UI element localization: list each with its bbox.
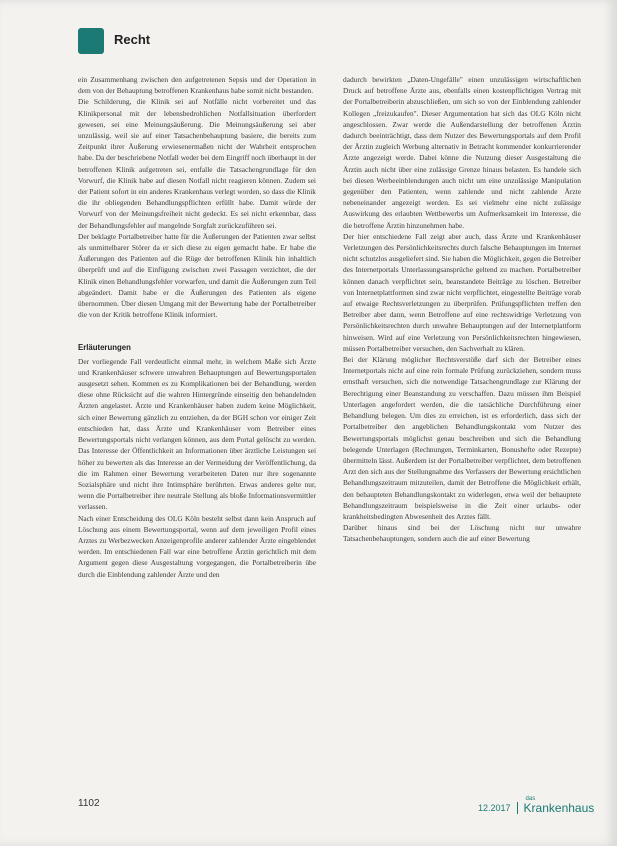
logo-text: Krankenhaus [523, 801, 595, 815]
magazine-logo [523, 796, 595, 815]
section-heading: Erläuterungen [78, 343, 131, 353]
footer-divider [517, 802, 518, 814]
left-text-column [78, 74, 316, 580]
section-color-marker [78, 28, 104, 54]
issue-label: 12.2017 [478, 803, 511, 813]
footer-branding [478, 792, 594, 814]
paragraph: Der hier entschiedene Fall zeigt aber auch, dass Ärzte und Krankenhäuser Verletzungen des Persönlichkeitsrechts durch falsche Behauptungen im Internet nicht schutzlos ausgeliefert sind. Sie haben die Möglichkeit, gegen die Betreiber des Internetportals Unterlassungsansprüche geltend zu machen. Portalbetreiber können danach verpflichtet sein, beanstandete Beiträge zu löschen. Betreiber von Internetplattformen sind zwar nicht verpflichtet, eingestellte Beiträge vorab auf etwaige Rechtsverletzungen zu überprüfen. Prüfungspflichten treffen den Betreiber aber dann, wenn Betroffene auf eine rechtswidrige Verletzung von Persönlichkeitsrechten durch unwahre Behauptungen auf der Internetplattform hinweisen. Wird auf eine Verletzung von Persönlichkeitsrechten hingewiesen, müssen Portalbetreiber versuchen, den Sachverhalt zu klären. [343, 231, 581, 353]
paragraph: Der vorliegende Fall verdeutlicht einmal mehr, in welchem Maße sich Ärzte und Krankenhäuser schwere unwahren Behauptungen auf Bewertungsportalen ausgesetzt sehen. Kommen es zu Komplikationen bei der Behandlung, werden diese ohne Rücksicht auf die wahren Hintergründe einseitig den behandelnden Ärzten angelastet. Ärzte und Krankenhäuser haben zudem keine Möglichkeit, sich einer Bewertung gänzlich zu entziehen, da der BGH schon vor einiger Zeit entschieden hat, dass Ärzte und Krankenhäuser vom Betreiber eines Bewertungsportals nicht verlangen können, aus dem Portal gelöscht zu werden. Das Interesse der Öffentlichkeit an Informationen über ärztliche Leistungen sei höher zu bewerten als das Interesse an der Vermeidung der Veröffentlichung, da die im Rahmen einer Bewertung verarbeiteten Daten nur ihre sogenannte Sozialsphäre und nicht ihre Intimsphäre berührten. Etwas anderes gelte nur, wenn die Portalbetreiber ihre neutrale Stellung als bloße Informationsvermittler verlassen. [78, 356, 316, 512]
paragraph: Der beklagte Portalbetreiber hatte für die Äußerungen der Patienten zwar selbst als unmittelbarer Störer da er sich diese zu eigen gemacht habe. Er habe die Äußerungen des Patienten auf die Rüge der betroffenen Klinik hin inhaltlich überprüft und auf die Einfügung zwischen zwei Passagen verzichtet, die der Klinik einen Behandlungsfehler vorwarfen, und damit die Äußerungen zum Teil abgeändert. Damit habe er die Äußerungen des Patienten als eigene übernommen. Über diesen Umgang mit der Bewertung habe der Portalbetreiber die von der Kritik betroffene Klinik informiert. [78, 231, 316, 320]
page-number: 1102 [78, 798, 100, 809]
logo-superscript: das [525, 796, 536, 802]
paragraph: Bei der Klärung möglicher Rechtsverstöße darf sich der Betreiber eines Internetportals nicht auf eine rein formale Prüfung zurückziehen, sondern muss ernsthaft versuchen, sich die notwendige Tatsachengrundlage zur Klärung der Berechtigung einer Beanstandung zu verschaffen. Dazu müssen ihm Beispiel Unterlagen angefordert werden, die die tatsächliche Durchführung einer Behandlung belegen. Um dies zu erreichen, ist es erforderlich, dass sich der Portalbetreiber den angeblichen Behandlungskontakt vom Nutzer des Bewertungsportals möglichst genau beschreiben und sich die Behandlung belegende Unterlagen (Rechnungen, Terminkarten, Bonushefte oder Rezepte) übermitteln lässt. Außerdem ist der Portalbetreiber verpflichtet, dem betroffenen Arzt den sich aus der Stellungnahme des Verfassers der Bewertung ersichtlichen Behandlungszeitraum mitzuteilen, damit der Betroffene die Möglichkeit erhält, den behaupteten Behandlungskontakt zu widerlegen, etwa weil der behauptete Behandlungszeitraum beispielsweise in die Zeit einer urlaubs- oder krankheitsbedingten Abwesenheit des Arztes fällt. [343, 355, 581, 521]
section-title: Recht [114, 32, 151, 47]
paragraph: dadurch bewirkten „Daten-Ungefälle" einen unzulässigen wirtschaftlichen Druck auf betroffene Ärzte aus, ebenfalls einen kostenpflichtigen Vertrag mit der Portalbetreiberin abzuschließen, um sich so von der Einblendung zahlender Kollegen „freizukaufen". Dieser Argumentation hat sich das OLG Köln nicht angeschlossen. Zwar werde die Außendarstellung der betroffenen Ärztin dadurch beeinträchtigt, dass dem Nutzer des Bewertungsportals auf dem Profil der Ärztin zugleich Werbung alternativ in Betracht kommender konkurrierender Ärzte angezeigt werde. Dabei könne die Nutzung dieser Ausgestaltung die Ärztin auch nicht über eine zulässige Grenze hinaus belasten. Es handele sich bei diesen Werbeeinblendungen auch nicht um eine unzulässige Manipulation gegenüber den Patienten, wenn zahlende und nicht zahlende Ärzte nebeneinander angezeigt werden. Es sei vielmehr eine nicht zulässige Auswirkung des erlaubten Wettbewerbs um Aufmerksamkeit im Interesse, die die betroffene Ärztin hinzunehmen habe. [343, 75, 581, 230]
paragraph: ein Zusammenhang zwischen den aufgetretenen Sepsis und der Operation in dem von der Behauptung betroffenen Krankenhaus habe somit nicht bestanden. [78, 75, 316, 96]
paragraph: Darüber hinaus sind bei der Löschung nicht nur unwahre Tatsachenbehauptungen, sondern auch die auf einer Bewertung [343, 523, 581, 544]
paragraph: Die Schilderung, die Klinik sei auf Notfälle nicht vorbereitet und das Klinikpersonal mit der lebensbedrohlichen Notfallsituation überfordert gewesen, sei eine Meinungsäußerung. Die Meinungsäußerung sei aber unzulässig, weil sie auf einer Tatsachenbehauptung basiere, die bereits zum Zeitpunkt ihrer Äußerung erwiesenermaßen nicht der Wahrheit entsprochen habe. Da der beschriebene Notfall weder bei dem Eingriff noch überhaupt in der betroffenen Klinik aufgetreten sei, entfalle die Tatsachengrundlage für den Vorwurf, die Klinik habe auf diesen Notfall nicht reagieren können. Zudem sei der Patient sofort in ein anderes Krankenhaus verlegt worden, so dass die Klinik die ihr obliegenden Behandlungspflichten erfüllt habe. Damit würde der Vorwurf von der Meinungsfreiheit nicht gedeckt. Es sei nicht erkennbar, dass der Behandlungsfehler auf mangelnde Sorgfalt zurückzuführen sei. [78, 97, 316, 230]
paragraph: Nach einer Entscheidung des OLG Köln besteht selbst dann kein Anspruch auf Löschung aus einem Bewertungsportal, wenn auf dem jeweiligen Profil eines Arztes zu Werbezwecken Anzeigenprofile anderer zahlender Ärzte eingeblendet werden. Im entschiedenen Fall war eine betroffene Ärztin gerichtlich mit dem Argument gegen diese Ausgestaltung vorgegangen, die Portalbetreiberin übe durch die Einblendung zahlender Ärzte und den [78, 513, 316, 579]
right-text-column [343, 74, 581, 545]
